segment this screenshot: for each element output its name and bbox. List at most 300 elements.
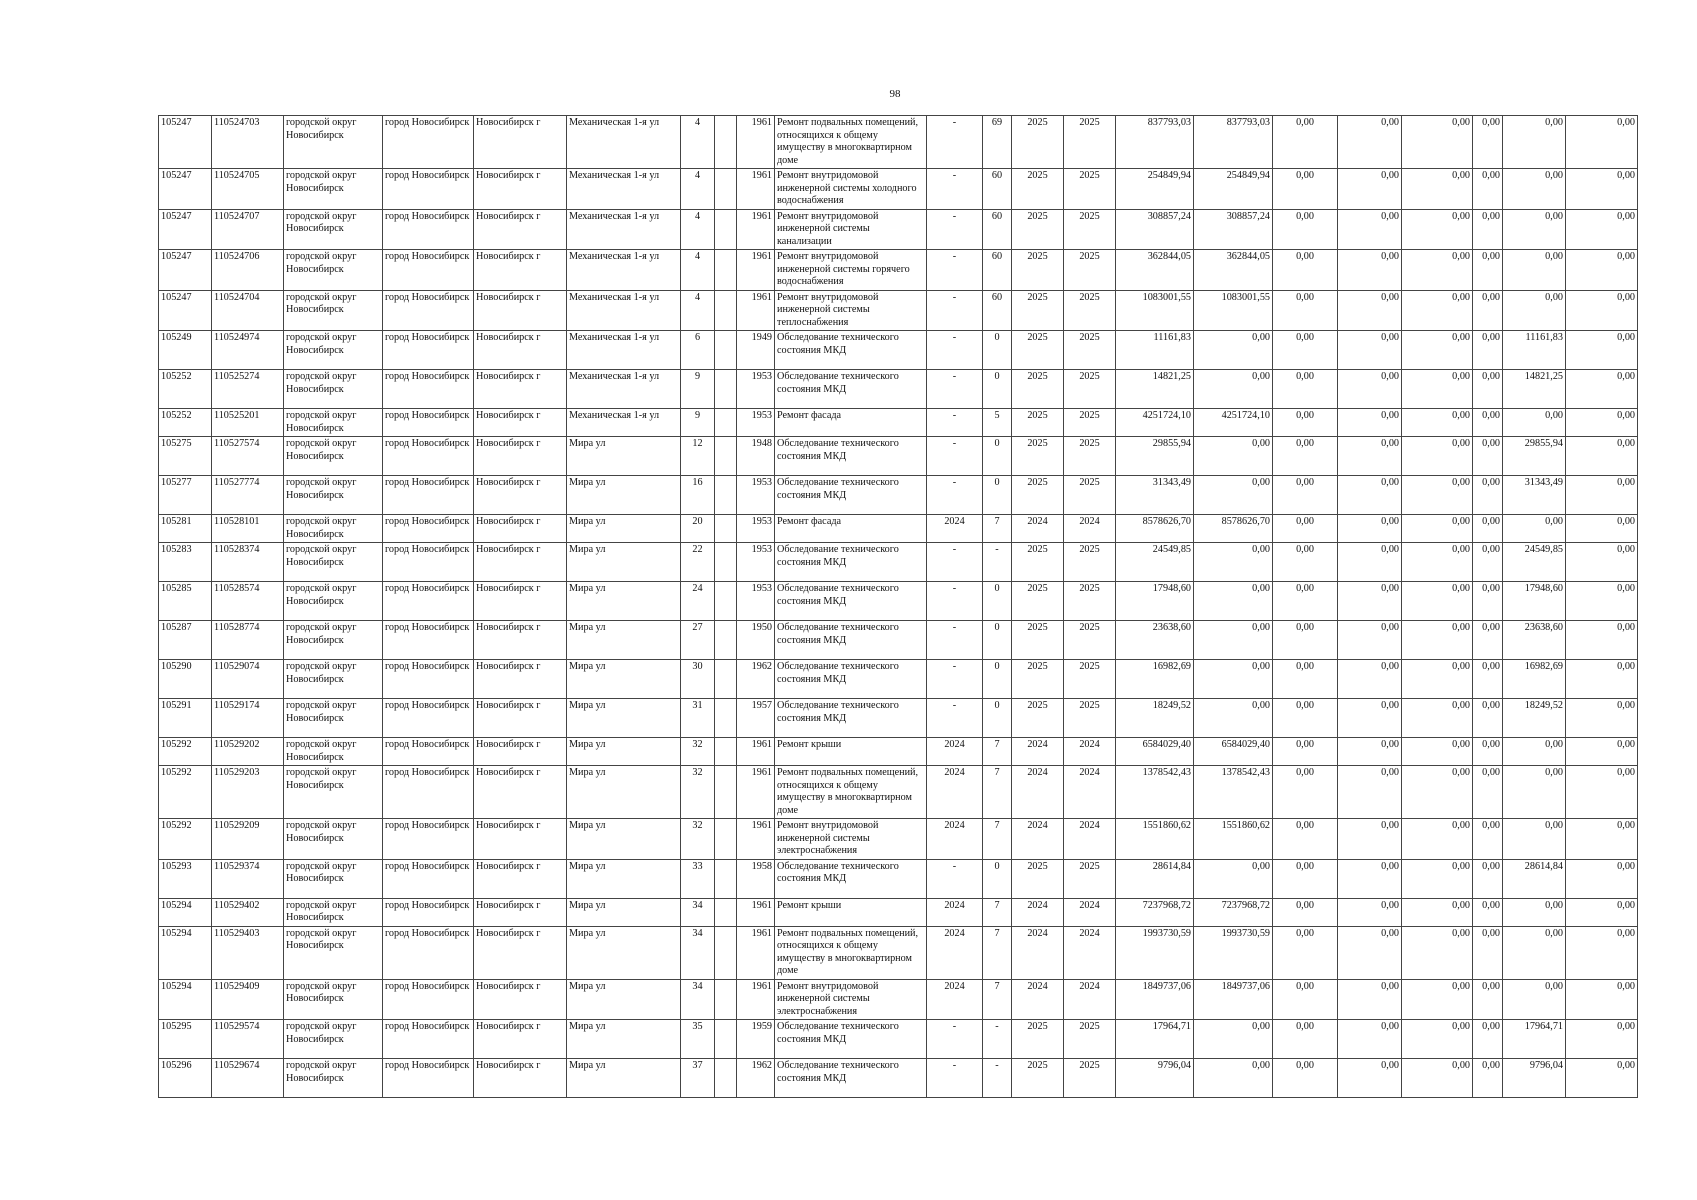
cell-fund-cost: 0,00 <box>1194 859 1273 898</box>
cell-building <box>715 476 737 515</box>
cell-work-id: 110528101 <box>212 515 284 543</box>
cell-extra-funds: 0,00 <box>1566 859 1638 898</box>
cell-wear-percent: 60 <box>983 209 1012 250</box>
cell-wear-percent: 0 <box>983 859 1012 898</box>
cell-budget-regional: 0,00 <box>1338 409 1402 437</box>
cell-budget-regional: 0,00 <box>1338 209 1402 250</box>
cell-budget-regional: 0,00 <box>1338 116 1402 169</box>
cell-municipal-district: городской округ Новосибирск <box>284 926 383 979</box>
cell-fund-cost: 4251724,10 <box>1194 409 1273 437</box>
cell-start-year: 2024 <box>1012 738 1064 766</box>
cell-budget-federal: 0,00 <box>1273 660 1338 699</box>
cell-start-year: 2024 <box>1012 766 1064 819</box>
table-row <box>159 250 1638 291</box>
cell-total-cost: 1083001,55 <box>1116 290 1194 331</box>
cell-other-funds: 17948,60 <box>1503 582 1566 621</box>
cell-other-funds: 0,00 <box>1503 116 1566 169</box>
cell-settlement: город Новосибирск <box>383 331 474 370</box>
cell-work-id: 110524705 <box>212 169 284 210</box>
cell-budget-local: 0,00 <box>1402 370 1473 409</box>
table-row <box>159 582 1638 621</box>
cell-budget-federal: 0,00 <box>1273 409 1338 437</box>
cell-plan-year: - <box>927 543 983 582</box>
cell-street: Механическая 1-я ул <box>567 209 681 250</box>
cell-owners-funds: 0,00 <box>1473 979 1503 1020</box>
cell-build-year: 1961 <box>737 766 775 819</box>
cell-other-funds: 0,00 <box>1503 515 1566 543</box>
cell-work-type: Ремонт фасада <box>775 515 927 543</box>
cell-budget-regional: 0,00 <box>1338 621 1402 660</box>
cell-work-type: Ремонт подвальных помещений, относящихся к общему имуществу в многоквартирном доме <box>775 766 927 819</box>
cell-street: Механическая 1-я ул <box>567 290 681 331</box>
table-row <box>159 979 1638 1020</box>
cell-work-id: 110527574 <box>212 437 284 476</box>
cell-other-funds: 0,00 <box>1503 290 1566 331</box>
cell-municipal-district: городской округ Новосибирск <box>284 370 383 409</box>
cell-fund-cost: 7237968,72 <box>1194 898 1273 926</box>
cell-street: Мира ул <box>567 738 681 766</box>
cell-budget-regional: 0,00 <box>1338 437 1402 476</box>
cell-wear-percent: 0 <box>983 476 1012 515</box>
cell-extra-funds: 0,00 <box>1566 738 1638 766</box>
cell-work-type: Обследование технического состояния МКД <box>775 859 927 898</box>
cell-street: Мира ул <box>567 543 681 582</box>
cell-end-year: 2025 <box>1064 169 1116 210</box>
cell-total-cost: 24549,85 <box>1116 543 1194 582</box>
cell-building <box>715 926 737 979</box>
cell-end-year: 2025 <box>1064 1020 1116 1059</box>
cell-end-year: 2025 <box>1064 409 1116 437</box>
cell-house-id: 105294 <box>159 979 212 1020</box>
cell-work-id: 110529402 <box>212 898 284 926</box>
cell-budget-local: 0,00 <box>1402 331 1473 370</box>
cell-plan-year: 2024 <box>927 515 983 543</box>
cell-budget-federal: 0,00 <box>1273 169 1338 210</box>
cell-municipal-district: городской округ Новосибирск <box>284 515 383 543</box>
cell-work-type: Ремонт внутридомовой инженерной системы электроснабжения <box>775 979 927 1020</box>
cell-municipal-district: городской округ Новосибирск <box>284 476 383 515</box>
cell-fund-cost: 0,00 <box>1194 699 1273 738</box>
cell-locality: Новосибирск г <box>474 515 567 543</box>
cell-plan-year: - <box>927 1059 983 1098</box>
cell-fund-cost: 0,00 <box>1194 543 1273 582</box>
cell-other-funds: 11161,83 <box>1503 331 1566 370</box>
cell-settlement: город Новосибирск <box>383 898 474 926</box>
cell-build-year: 1958 <box>737 859 775 898</box>
cell-start-year: 2025 <box>1012 543 1064 582</box>
cell-other-funds: 0,00 <box>1503 409 1566 437</box>
cell-owners-funds: 0,00 <box>1473 621 1503 660</box>
cell-work-id: 110527774 <box>212 476 284 515</box>
cell-municipal-district: городской округ Новосибирск <box>284 290 383 331</box>
cell-work-type: Ремонт крыши <box>775 738 927 766</box>
cell-total-cost: 23638,60 <box>1116 621 1194 660</box>
cell-settlement: город Новосибирск <box>383 738 474 766</box>
cell-extra-funds: 0,00 <box>1566 331 1638 370</box>
cell-start-year: 2025 <box>1012 1059 1064 1098</box>
cell-end-year: 2025 <box>1064 582 1116 621</box>
cell-building <box>715 209 737 250</box>
cell-total-cost: 16982,69 <box>1116 660 1194 699</box>
cell-fund-cost: 0,00 <box>1194 476 1273 515</box>
cell-municipal-district: городской округ Новосибирск <box>284 1020 383 1059</box>
cell-budget-local: 0,00 <box>1402 409 1473 437</box>
cell-house-number: 34 <box>681 926 715 979</box>
cell-extra-funds: 0,00 <box>1566 819 1638 860</box>
cell-build-year: 1959 <box>737 1020 775 1059</box>
cell-total-cost: 4251724,10 <box>1116 409 1194 437</box>
cell-street: Мира ул <box>567 766 681 819</box>
cell-start-year: 2024 <box>1012 515 1064 543</box>
cell-end-year: 2024 <box>1064 926 1116 979</box>
cell-extra-funds: 0,00 <box>1566 979 1638 1020</box>
cell-work-id: 110529174 <box>212 699 284 738</box>
cell-settlement: город Новосибирск <box>383 290 474 331</box>
cell-wear-percent: 69 <box>983 116 1012 169</box>
cell-start-year: 2025 <box>1012 582 1064 621</box>
cell-municipal-district: городской округ Новосибирск <box>284 699 383 738</box>
cell-other-funds: 23638,60 <box>1503 621 1566 660</box>
cell-work-id: 110529403 <box>212 926 284 979</box>
cell-owners-funds: 0,00 <box>1473 766 1503 819</box>
cell-build-year: 1961 <box>737 169 775 210</box>
cell-street: Мира ул <box>567 476 681 515</box>
cell-house-id: 105291 <box>159 699 212 738</box>
cell-budget-federal: 0,00 <box>1273 116 1338 169</box>
cell-build-year: 1953 <box>737 476 775 515</box>
cell-municipal-district: городской округ Новосибирск <box>284 209 383 250</box>
cell-extra-funds: 0,00 <box>1566 169 1638 210</box>
cell-settlement: город Новосибирск <box>383 660 474 699</box>
cell-budget-regional: 0,00 <box>1338 370 1402 409</box>
cell-plan-year: - <box>927 209 983 250</box>
cell-work-type: Ремонт фасада <box>775 409 927 437</box>
cell-locality: Новосибирск г <box>474 582 567 621</box>
cell-build-year: 1962 <box>737 660 775 699</box>
table-body <box>159 116 1638 1098</box>
table-row <box>159 660 1638 699</box>
cell-end-year: 2025 <box>1064 209 1116 250</box>
cell-municipal-district: городской округ Новосибирск <box>284 979 383 1020</box>
cell-owners-funds: 0,00 <box>1473 926 1503 979</box>
cell-locality: Новосибирск г <box>474 331 567 370</box>
cell-plan-year: - <box>927 409 983 437</box>
cell-wear-percent: 60 <box>983 250 1012 291</box>
table-row <box>159 169 1638 210</box>
cell-plan-year: 2024 <box>927 926 983 979</box>
cell-budget-federal: 0,00 <box>1273 515 1338 543</box>
cell-locality: Новосибирск г <box>474 738 567 766</box>
cell-other-funds: 18249,52 <box>1503 699 1566 738</box>
cell-building <box>715 437 737 476</box>
cell-end-year: 2025 <box>1064 1059 1116 1098</box>
cell-work-id: 110529574 <box>212 1020 284 1059</box>
table-row <box>159 766 1638 819</box>
cell-extra-funds: 0,00 <box>1566 437 1638 476</box>
cell-extra-funds: 0,00 <box>1566 766 1638 819</box>
cell-wear-percent: 0 <box>983 621 1012 660</box>
table-row <box>159 819 1638 860</box>
cell-start-year: 2025 <box>1012 409 1064 437</box>
cell-house-number: 33 <box>681 859 715 898</box>
cell-settlement: город Новосибирск <box>383 621 474 660</box>
cell-locality: Новосибирск г <box>474 766 567 819</box>
cell-total-cost: 18249,52 <box>1116 699 1194 738</box>
cell-budget-regional: 0,00 <box>1338 476 1402 515</box>
cell-fund-cost: 8578626,70 <box>1194 515 1273 543</box>
cell-budget-regional: 0,00 <box>1338 766 1402 819</box>
cell-end-year: 2025 <box>1064 859 1116 898</box>
cell-house-id: 105296 <box>159 1059 212 1098</box>
cell-house-id: 105285 <box>159 582 212 621</box>
cell-budget-federal: 0,00 <box>1273 738 1338 766</box>
cell-building <box>715 582 737 621</box>
cell-budget-local: 0,00 <box>1402 738 1473 766</box>
cell-owners-funds: 0,00 <box>1473 209 1503 250</box>
cell-locality: Новосибирск г <box>474 1020 567 1059</box>
cell-owners-funds: 0,00 <box>1473 370 1503 409</box>
cell-start-year: 2025 <box>1012 437 1064 476</box>
cell-fund-cost: 0,00 <box>1194 437 1273 476</box>
cell-start-year: 2025 <box>1012 621 1064 660</box>
cell-municipal-district: городской округ Новосибирск <box>284 250 383 291</box>
cell-owners-funds: 0,00 <box>1473 898 1503 926</box>
cell-house-id: 105294 <box>159 898 212 926</box>
cell-start-year: 2024 <box>1012 819 1064 860</box>
cell-work-id: 110529409 <box>212 979 284 1020</box>
cell-locality: Новосибирск г <box>474 409 567 437</box>
cell-budget-regional: 0,00 <box>1338 898 1402 926</box>
cell-total-cost: 28614,84 <box>1116 859 1194 898</box>
cell-house-id: 105247 <box>159 116 212 169</box>
cell-owners-funds: 0,00 <box>1473 1020 1503 1059</box>
cell-wear-percent: 0 <box>983 582 1012 621</box>
cell-budget-federal: 0,00 <box>1273 859 1338 898</box>
cell-budget-federal: 0,00 <box>1273 209 1338 250</box>
cell-settlement: город Новосибирск <box>383 543 474 582</box>
cell-plan-year: - <box>927 859 983 898</box>
cell-work-id: 110528774 <box>212 621 284 660</box>
cell-work-type: Ремонт внутридомовой инженерной системы холодного водоснабжения <box>775 169 927 210</box>
cell-house-number: 6 <box>681 331 715 370</box>
capital-repair-table <box>158 115 1638 1098</box>
cell-start-year: 2025 <box>1012 116 1064 169</box>
cell-other-funds: 24549,85 <box>1503 543 1566 582</box>
cell-locality: Новосибирск г <box>474 621 567 660</box>
cell-house-id: 105252 <box>159 409 212 437</box>
cell-municipal-district: городской округ Новосибирск <box>284 859 383 898</box>
cell-build-year: 1957 <box>737 699 775 738</box>
cell-budget-local: 0,00 <box>1402 169 1473 210</box>
cell-budget-regional: 0,00 <box>1338 859 1402 898</box>
cell-budget-local: 0,00 <box>1402 926 1473 979</box>
table-row <box>159 370 1638 409</box>
cell-build-year: 1961 <box>737 979 775 1020</box>
cell-work-type: Обследование технического состояния МКД <box>775 543 927 582</box>
cell-total-cost: 11161,83 <box>1116 331 1194 370</box>
cell-other-funds: 0,00 <box>1503 926 1566 979</box>
cell-owners-funds: 0,00 <box>1473 582 1503 621</box>
cell-extra-funds: 0,00 <box>1566 621 1638 660</box>
cell-extra-funds: 0,00 <box>1566 515 1638 543</box>
cell-municipal-district: городской округ Новосибирск <box>284 1059 383 1098</box>
cell-house-id: 105277 <box>159 476 212 515</box>
cell-end-year: 2024 <box>1064 766 1116 819</box>
cell-build-year: 1950 <box>737 621 775 660</box>
cell-end-year: 2025 <box>1064 660 1116 699</box>
cell-street: Мира ул <box>567 859 681 898</box>
cell-locality: Новосибирск г <box>474 660 567 699</box>
cell-budget-local: 0,00 <box>1402 116 1473 169</box>
cell-budget-local: 0,00 <box>1402 582 1473 621</box>
cell-owners-funds: 0,00 <box>1473 738 1503 766</box>
cell-work-id: 110529209 <box>212 819 284 860</box>
cell-settlement: город Новосибирск <box>383 169 474 210</box>
cell-locality: Новосибирск г <box>474 543 567 582</box>
cell-budget-local: 0,00 <box>1402 476 1473 515</box>
cell-budget-federal: 0,00 <box>1273 926 1338 979</box>
cell-locality: Новосибирск г <box>474 250 567 291</box>
cell-extra-funds: 0,00 <box>1566 543 1638 582</box>
cell-total-cost: 17948,60 <box>1116 582 1194 621</box>
cell-locality: Новосибирск г <box>474 898 567 926</box>
cell-build-year: 1962 <box>737 1059 775 1098</box>
cell-street: Мира ул <box>567 898 681 926</box>
cell-start-year: 2025 <box>1012 476 1064 515</box>
cell-total-cost: 1993730,59 <box>1116 926 1194 979</box>
cell-build-year: 1953 <box>737 582 775 621</box>
cell-house-number: 20 <box>681 515 715 543</box>
cell-work-id: 110529674 <box>212 1059 284 1098</box>
cell-municipal-district: городской округ Новосибирск <box>284 409 383 437</box>
cell-building <box>715 331 737 370</box>
cell-budget-federal: 0,00 <box>1273 1020 1338 1059</box>
cell-house-id: 105292 <box>159 819 212 860</box>
cell-budget-local: 0,00 <box>1402 437 1473 476</box>
cell-other-funds: 0,00 <box>1503 979 1566 1020</box>
cell-other-funds: 28614,84 <box>1503 859 1566 898</box>
cell-work-type: Обследование технического состояния МКД <box>775 1020 927 1059</box>
cell-budget-local: 0,00 <box>1402 979 1473 1020</box>
cell-building <box>715 738 737 766</box>
cell-extra-funds: 0,00 <box>1566 660 1638 699</box>
cell-plan-year: - <box>927 116 983 169</box>
cell-street: Механическая 1-я ул <box>567 331 681 370</box>
cell-owners-funds: 0,00 <box>1473 699 1503 738</box>
cell-house-id: 105292 <box>159 766 212 819</box>
cell-other-funds: 0,00 <box>1503 250 1566 291</box>
cell-extra-funds: 0,00 <box>1566 250 1638 291</box>
cell-end-year: 2025 <box>1064 699 1116 738</box>
cell-budget-federal: 0,00 <box>1273 582 1338 621</box>
cell-build-year: 1961 <box>737 209 775 250</box>
cell-plan-year: - <box>927 1020 983 1059</box>
cell-locality: Новосибирск г <box>474 859 567 898</box>
cell-budget-federal: 0,00 <box>1273 898 1338 926</box>
cell-other-funds: 0,00 <box>1503 766 1566 819</box>
cell-wear-percent: 60 <box>983 169 1012 210</box>
cell-wear-percent: 0 <box>983 437 1012 476</box>
cell-wear-percent: 0 <box>983 370 1012 409</box>
cell-house-number: 4 <box>681 250 715 291</box>
cell-total-cost: 14821,25 <box>1116 370 1194 409</box>
cell-extra-funds: 0,00 <box>1566 1059 1638 1098</box>
cell-municipal-district: городской округ Новосибирск <box>284 621 383 660</box>
cell-house-number: 22 <box>681 543 715 582</box>
cell-total-cost: 31343,49 <box>1116 476 1194 515</box>
cell-budget-regional: 0,00 <box>1338 738 1402 766</box>
cell-locality: Новосибирск г <box>474 370 567 409</box>
cell-building <box>715 1059 737 1098</box>
cell-settlement: город Новосибирск <box>383 926 474 979</box>
cell-budget-federal: 0,00 <box>1273 476 1338 515</box>
cell-house-id: 105283 <box>159 543 212 582</box>
cell-start-year: 2025 <box>1012 250 1064 291</box>
cell-fund-cost: 0,00 <box>1194 1020 1273 1059</box>
cell-house-id: 105287 <box>159 621 212 660</box>
cell-building <box>715 819 737 860</box>
cell-build-year: 1961 <box>737 898 775 926</box>
cell-start-year: 2025 <box>1012 331 1064 370</box>
cell-build-year: 1961 <box>737 926 775 979</box>
cell-build-year: 1961 <box>737 116 775 169</box>
cell-budget-local: 0,00 <box>1402 766 1473 819</box>
cell-budget-local: 0,00 <box>1402 250 1473 291</box>
cell-building <box>715 979 737 1020</box>
cell-total-cost: 308857,24 <box>1116 209 1194 250</box>
cell-owners-funds: 0,00 <box>1473 819 1503 860</box>
cell-municipal-district: городской округ Новосибирск <box>284 898 383 926</box>
cell-municipal-district: городской округ Новосибирск <box>284 819 383 860</box>
cell-build-year: 1961 <box>737 250 775 291</box>
cell-budget-federal: 0,00 <box>1273 331 1338 370</box>
cell-house-number: 9 <box>681 370 715 409</box>
cell-work-type: Ремонт крыши <box>775 898 927 926</box>
cell-settlement: город Новосибирск <box>383 819 474 860</box>
cell-budget-local: 0,00 <box>1402 543 1473 582</box>
cell-owners-funds: 0,00 <box>1473 476 1503 515</box>
cell-building <box>715 116 737 169</box>
cell-build-year: 1953 <box>737 370 775 409</box>
cell-locality: Новосибирск г <box>474 290 567 331</box>
cell-wear-percent: 0 <box>983 660 1012 699</box>
cell-plan-year: 2024 <box>927 898 983 926</box>
cell-work-id: 110529202 <box>212 738 284 766</box>
cell-budget-local: 0,00 <box>1402 859 1473 898</box>
cell-building <box>715 621 737 660</box>
cell-budget-federal: 0,00 <box>1273 370 1338 409</box>
cell-work-type: Ремонт внутридомовой инженерной системы теплоснабжения <box>775 290 927 331</box>
cell-plan-year: - <box>927 169 983 210</box>
table-row <box>159 209 1638 250</box>
cell-start-year: 2025 <box>1012 370 1064 409</box>
cell-total-cost: 9796,04 <box>1116 1059 1194 1098</box>
cell-work-type: Обследование технического состояния МКД <box>775 1059 927 1098</box>
table-row <box>159 290 1638 331</box>
cell-owners-funds: 0,00 <box>1473 169 1503 210</box>
cell-end-year: 2024 <box>1064 898 1116 926</box>
cell-street: Мира ул <box>567 660 681 699</box>
cell-extra-funds: 0,00 <box>1566 409 1638 437</box>
cell-wear-percent: 5 <box>983 409 1012 437</box>
cell-house-number: 4 <box>681 290 715 331</box>
cell-fund-cost: 308857,24 <box>1194 209 1273 250</box>
cell-build-year: 1961 <box>737 819 775 860</box>
cell-fund-cost: 254849,94 <box>1194 169 1273 210</box>
cell-build-year: 1953 <box>737 409 775 437</box>
cell-budget-regional: 0,00 <box>1338 582 1402 621</box>
cell-settlement: город Новосибирск <box>383 582 474 621</box>
